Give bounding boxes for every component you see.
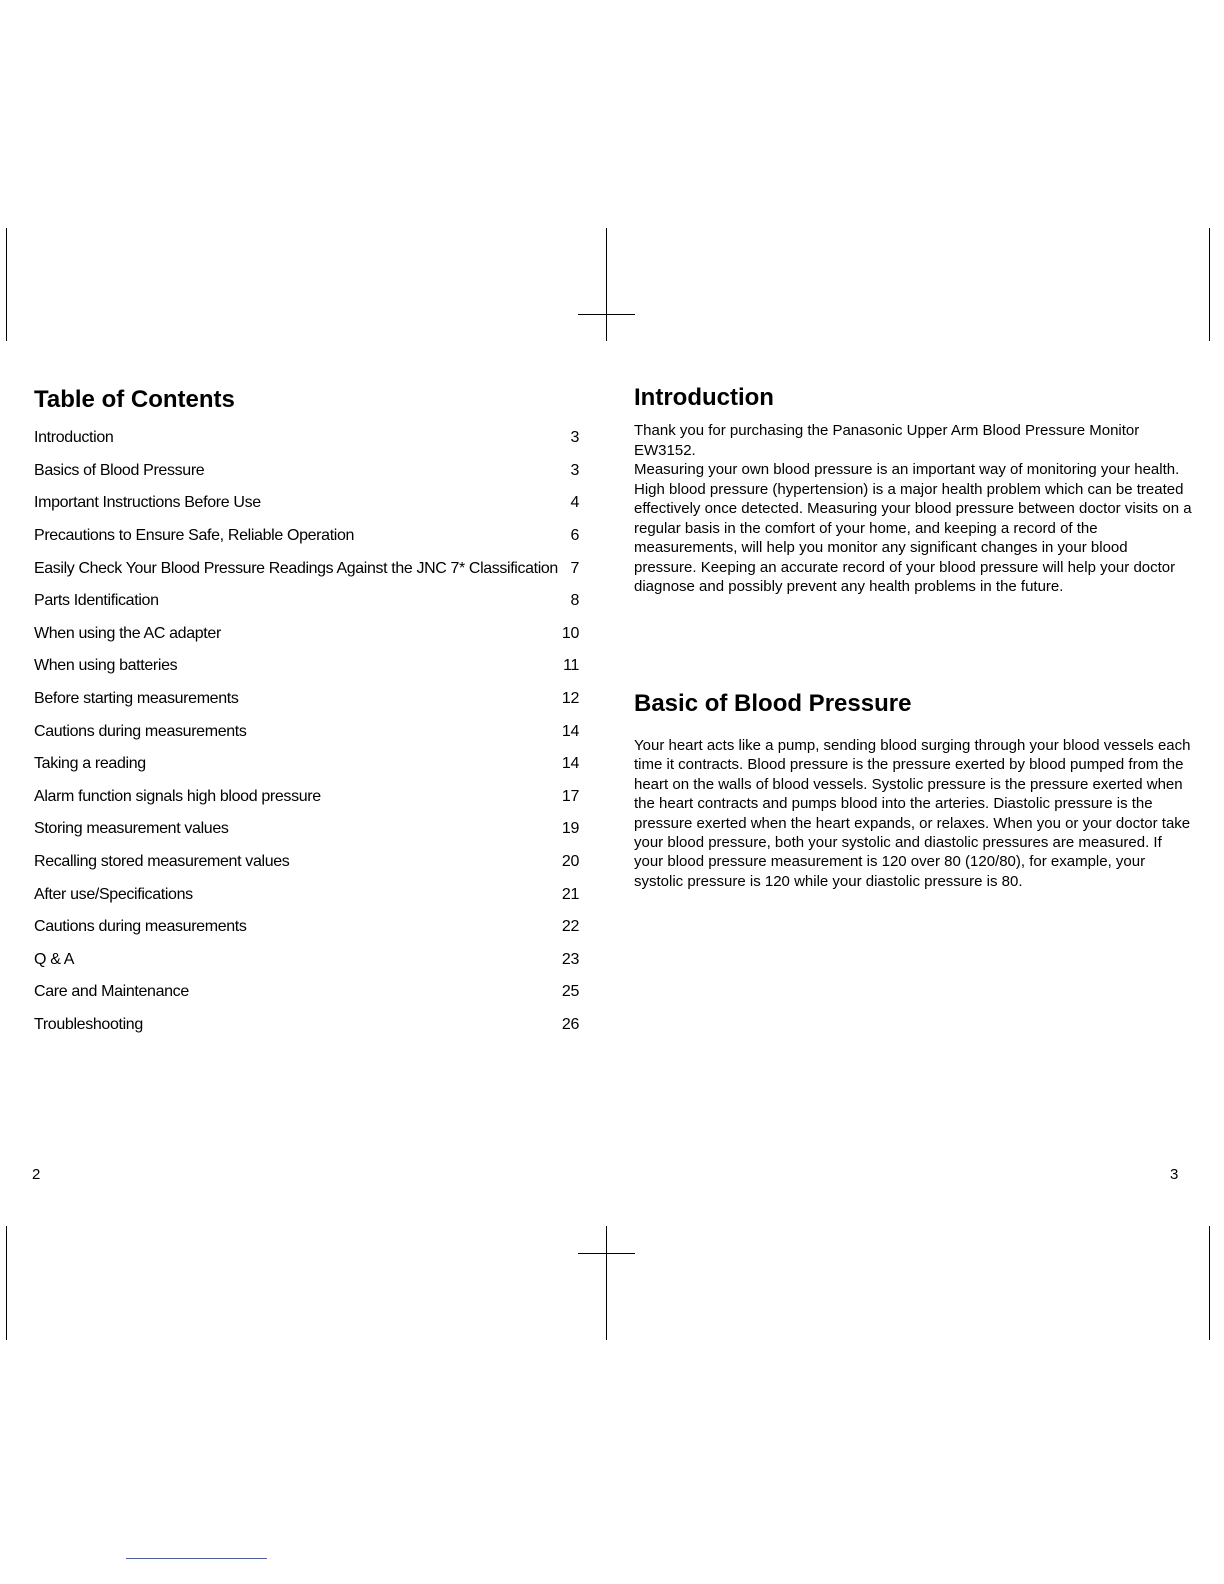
footer-link-underline [126, 1558, 267, 1559]
crop-mark-bottom-left [6, 1226, 7, 1340]
toc-item[interactable] [34, 552, 579, 585]
toc-item-page: 26 [561, 1015, 579, 1033]
toc-item-page: 6 [570, 527, 579, 545]
toc-item-page: 25 [561, 983, 579, 1001]
toc-item-page: 21 [561, 885, 579, 903]
toc-item-label: Alarm function signals high blood pressure [34, 787, 321, 805]
toc-item[interactable] [34, 585, 579, 618]
toc-item-page: 22 [561, 918, 579, 936]
page-number-left: 2 [32, 1166, 41, 1183]
toc-item-label: Parts Identification [34, 592, 159, 610]
toc-item-label: Taking a reading [34, 755, 146, 773]
toc-item[interactable] [34, 911, 579, 944]
toc-item[interactable] [34, 715, 579, 748]
toc-item-label: Storing measurement values [34, 820, 229, 838]
toc-item-page: 7 [570, 559, 579, 577]
crop-mark-top-center [606, 228, 607, 341]
toc-item-label: Easily Check Your Blood Pressure Readings Against the JNC 7* Classification [34, 559, 558, 577]
toc-item-label: When using batteries [34, 657, 178, 675]
toc-item-page: 10 [561, 624, 579, 642]
toc-item-label: Recalling stored measurement values [34, 853, 290, 871]
toc-item-page: 11 [563, 657, 579, 675]
toc-item-label: Care and Maintenance [34, 983, 189, 1001]
crop-mark-top-center-cross [578, 314, 635, 315]
toc-item-page: 20 [561, 853, 579, 871]
toc-item[interactable] [34, 748, 579, 781]
toc-item[interactable] [34, 976, 579, 1009]
crop-mark-top-left [6, 228, 7, 341]
toc-item[interactable] [34, 1009, 579, 1042]
toc-item-label: Troubleshooting [34, 1015, 143, 1033]
toc-item[interactable] [34, 813, 579, 846]
toc-item-label: Cautions during measurements [34, 918, 247, 936]
toc-item-page: 8 [570, 592, 579, 610]
toc-item[interactable] [34, 455, 579, 488]
toc-item-label: Before starting measurements [34, 690, 239, 708]
toc-item[interactable] [34, 520, 579, 553]
toc-item[interactable] [34, 944, 579, 977]
toc-item-label: Precautions to Ensure Safe, Reliable Operation [34, 527, 355, 545]
toc-item-label: Introduction [34, 429, 114, 447]
toc-item-page: 17 [561, 787, 579, 805]
toc-item-page: 14 [561, 722, 579, 740]
toc-item-page: 14 [561, 755, 579, 773]
toc-item[interactable] [34, 878, 579, 911]
toc-item-label: When using the AC adapter [34, 624, 221, 642]
toc-item-page: 23 [561, 950, 579, 968]
toc-item-page: 3 [570, 429, 579, 447]
toc-item[interactable] [34, 846, 579, 879]
crop-mark-bottom-right [1209, 1226, 1210, 1340]
introduction-title: Introduction [634, 384, 774, 411]
toc-item-label: Basics of Blood Pressure [34, 461, 205, 479]
toc-item[interactable] [34, 683, 579, 716]
page-number-right: 3 [1170, 1166, 1179, 1183]
toc-item-label: Cautions during measurements [34, 722, 247, 740]
toc-item[interactable] [34, 618, 579, 651]
toc-item-page: 3 [570, 461, 579, 479]
toc-item[interactable] [34, 781, 579, 814]
toc-item-label: Q & A [34, 950, 75, 968]
basic-blood-pressure-paragraph: Your heart acts like a pump, sending blood surging through your blood vessels each time it contracts. Blood pressure is the pressure exerted by blood pumped from the heart on the walls of blood vessels. Systolic pressure is the pressure exerted when the heart contracts and pumps blood into the arteries. Diastolic pressure is the pressure exerted when the heart expands, or relaxes. When you or your doctor take your blood pressure, both your systolic and diastolic pressures are measured. If your blood pressure measurement is 120 over 80 (120/80), for example, your systolic pressure is 120 while your diastolic pressure is 80. [634, 737, 1191, 890]
toc-item[interactable] [34, 650, 579, 683]
crop-mark-bottom-center [606, 1226, 607, 1340]
basic-blood-pressure-title: Basic of Blood Pressure [634, 690, 912, 717]
toc-list [34, 422, 579, 1041]
toc-item[interactable] [34, 422, 579, 455]
crop-mark-bottom-center-cross [578, 1253, 635, 1254]
toc-item-page: 19 [561, 820, 579, 838]
introduction-paragraph: Thank you for purchasing the Panasonic Upper Arm Blood Pressure Monitor EW3152. Measuring your own blood pressure is an important way of monitoring your health. High blood pressure (hypertension) is a major health problem which can be treated effectively once detected. Measuring your blood pressure between doctor visits on a regular basis in the comfort of your home, and keeping a record of the measurements, will help you monitor any significant changes in your blood pressure. Keeping an accurate record of your blood pressure will help your doctor diagnose and possibly prevent any health problems in the future. [634, 422, 1192, 595]
crop-mark-top-right [1209, 228, 1210, 341]
toc-item-page: 4 [570, 494, 579, 512]
toc-item-page: 12 [561, 690, 579, 708]
toc-item[interactable] [34, 487, 579, 520]
toc-item-label: After use/Specifications [34, 885, 193, 903]
toc-item-label: Important Instructions Before Use [34, 494, 261, 512]
toc-title: Table of Contents [34, 386, 235, 413]
